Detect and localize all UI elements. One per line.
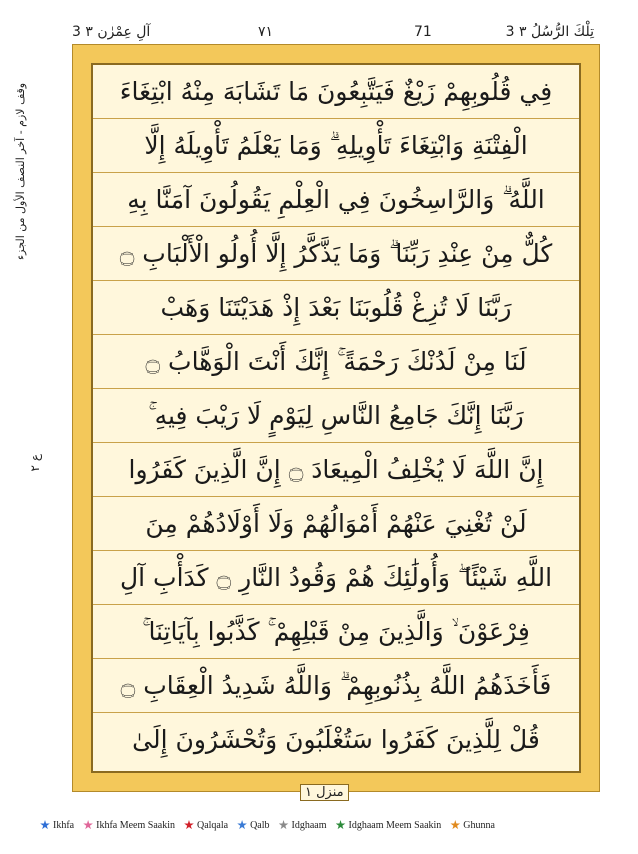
text-panel [91,63,581,773]
verse-line: لَنْ تُغْنِيَ عَنْهُمْ أَمْوَالُهُمْ وَلَا أَوْلَادُهُمْ مِنَ [93,497,579,551]
ruku-mark: ع ٢ [28,454,42,472]
legend-item: Idghaam [279,820,327,831]
verse-line: فَأَخَذَهُمُ اللَّهُ بِذُنُوبِهِمْ ۗ وَاللَّهُ شَدِيدُ الْعِقَابِ ۝ [93,659,579,713]
star-icon [450,820,460,830]
verse-line: اللَّهُ ۗ وَالرَّاسِخُونَ فِي الْعِلْمِ يَقُولُونَ آمَنَّا بِهِ [93,173,579,227]
verse-line: كُلٌّ مِنْ عِنْدِ رَبِّنَا ۗ وَمَا يَذَّكَّرُ إِلَّا أُولُو الْأَلْبَابِ ۝ [93,227,579,281]
verse-line: فِرْعَوْنَ ۙ وَالَّذِينَ مِنْ قَبْلِهِمْ ۚ كَذَّبُوا بِآيَاتِنَا ۚ [93,605,579,659]
surah-name-right: 3 تِلْكَ الرُّسُلُ ٣ [505,24,594,40]
legend-item: Qalqala [184,820,228,831]
star-icon [184,820,194,830]
legend-item: Ikhfa Meem Saakin [83,820,175,831]
surah-name-left: 3 آلِ عِمْرٰن ٣ [72,24,151,40]
star-icon [83,820,93,830]
verse-line: رَبَّنَا إِنَّكَ جَامِعُ النَّاسِ لِيَوْمٍ لَا رَيْبَ فِيهِ ۚ [93,389,579,443]
margin-note: وقف لازم - آخر النصف الأول من الجزء [14,82,27,260]
legend-item: Idghaam Meem Saakin [336,820,442,831]
page-frame [72,44,600,792]
page-number-arabic: ٧١ [258,24,274,40]
star-icon [237,820,247,830]
star-icon [40,820,50,830]
verse-line: إِنَّ اللَّهَ لَا يُخْلِفُ الْمِيعَادَ ۝ إِنَّ الَّذِينَ كَفَرُوا [93,443,579,497]
tajweed-legend [40,810,620,840]
verse-line: اللَّهِ شَيْئًا ۖ وَأُولَٰئِكَ هُمْ وَقُودُ النَّارِ ۝ كَدَأْبِ آلِ [93,551,579,605]
verse-line: قُلْ لِلَّذِينَ كَفَرُوا سَتُغْلَبُونَ وَتُحْشَرُونَ إِلَىٰ [132,725,540,754]
verse-line: فِي قُلُوبِهِمْ زَيْغٌ فَيَتَّبِعُونَ مَا تَشَابَهَ مِنْهُ ابْتِغَاءَ [93,65,579,119]
legend-item: Qalb [237,820,269,831]
star-icon [279,820,289,830]
verse-line: لَنَا مِنْ لَدُنْكَ رَحْمَةً ۚ إِنَّكَ أَنْتَ الْوَهَّابُ ۝ [93,335,579,389]
legend-item: Ikhfa [40,820,74,831]
manzil-marker: منزل ١ [300,784,349,801]
page-header [0,4,638,44]
legend-item: Ghunna [450,820,495,831]
star-icon [336,820,346,830]
verse-line: رَبَّنَا لَا تُزِغْ قُلُوبَنَا بَعْدَ إِذْ هَدَيْتَنَا وَهَبْ [93,281,579,335]
verse-line: الْفِتْنَةِ وَابْتِغَاءَ تَأْوِيلِهِ ۗ وَمَا يَعْلَمُ تَأْوِيلَهُ إِلَّا [93,119,579,173]
page-number: 71 [414,24,432,40]
